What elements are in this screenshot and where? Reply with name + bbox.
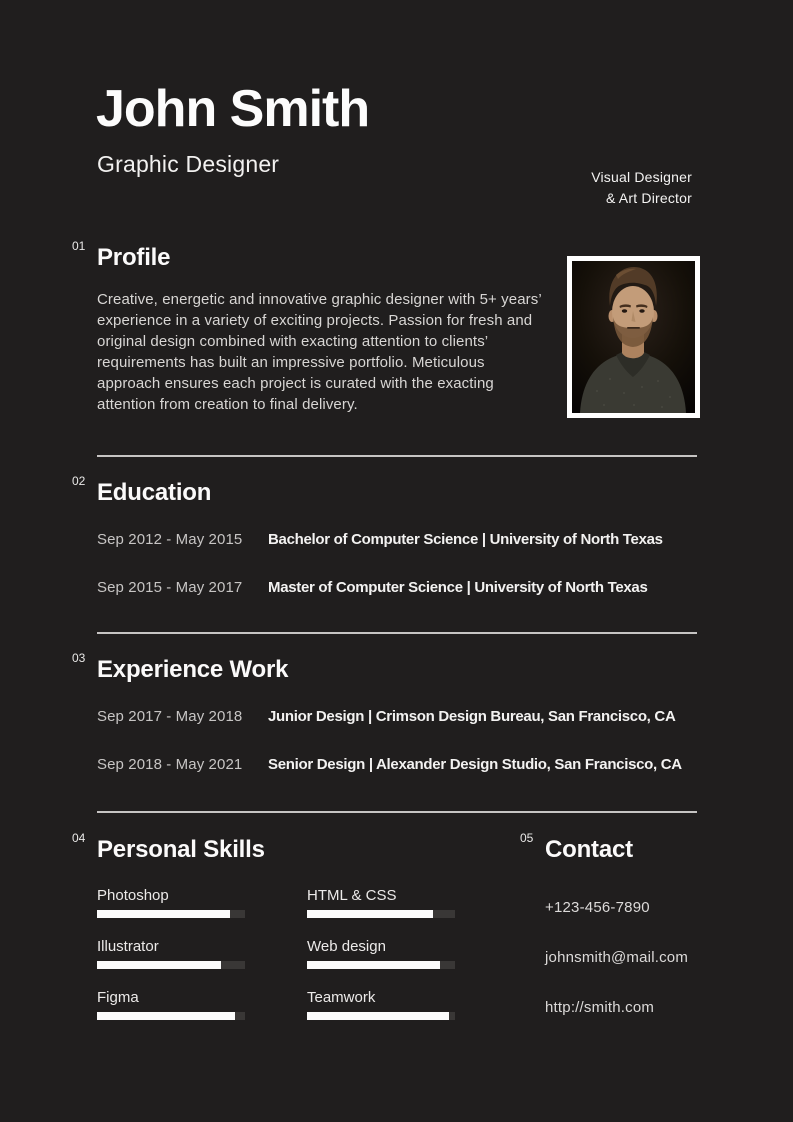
- bottom-section: [72, 831, 697, 1020]
- experience-heading-text: Experience Work: [97, 656, 289, 683]
- skill-label: Teamwork: [307, 989, 376, 1006]
- skill-item: [97, 988, 245, 1020]
- skill-bar-fill: [97, 1012, 235, 1020]
- skill-bar-fill: [307, 961, 440, 969]
- skill-item: [307, 937, 455, 969]
- portrait-illustration: [572, 261, 695, 413]
- tagline: [591, 167, 692, 209]
- tagline-line-1: Visual Designer: [591, 169, 692, 185]
- divider: [97, 455, 697, 457]
- experience-dates: Sep 2017 - May 2018: [97, 708, 243, 725]
- education-heading: [72, 474, 697, 507]
- education-description: Master of Computer Science | University of North Texas: [268, 579, 648, 596]
- experience-description: Senior Design | Alexander Design Studio, San Francisco, CA: [268, 756, 682, 773]
- skills-heading: [72, 831, 457, 864]
- skills-heading-text: Personal Skills: [97, 836, 265, 863]
- contact-website: http://smith.com: [545, 999, 655, 1016]
- skill-label: Photoshop: [97, 887, 169, 904]
- experience-row: [97, 756, 697, 774]
- education-dates: Sep 2015 - May 2017: [97, 579, 243, 596]
- skill-bar: [97, 961, 245, 969]
- contact-heading: [520, 831, 688, 864]
- section-number: 04: [72, 831, 86, 845]
- divider: [97, 632, 697, 634]
- section-contact: [520, 831, 689, 1017]
- section-number: 05: [520, 831, 534, 845]
- section-education: [72, 474, 697, 597]
- skill-bar-fill: [307, 1012, 449, 1020]
- education-heading-text: Education: [97, 479, 212, 506]
- education-row: [97, 531, 697, 549]
- contact-heading-text: Contact: [545, 836, 633, 863]
- skill-label: Web design: [307, 938, 386, 955]
- skill-bar: [97, 1012, 245, 1020]
- skills-grid: [97, 886, 457, 1020]
- skill-bar-fill: [97, 910, 230, 918]
- experience-heading: [72, 651, 697, 684]
- tagline-line-2: & Art Director: [605, 190, 692, 206]
- job-title: Graphic Designer: [97, 151, 280, 177]
- skill-item: [97, 886, 245, 918]
- skill-label: HTML & CSS: [307, 887, 397, 904]
- skill-label: Illustrator: [97, 938, 159, 955]
- skill-item: [97, 937, 245, 969]
- skill-bar: [307, 1012, 455, 1020]
- education-description: Bachelor of Computer Science | University of North Texas: [268, 531, 663, 548]
- experience-row: [97, 708, 697, 726]
- skill-bar-fill: [307, 910, 433, 918]
- education-row: [97, 579, 697, 597]
- contact-phone: +123-456-7890: [545, 899, 650, 916]
- skill-bar: [97, 910, 245, 918]
- person-name: John Smith: [96, 80, 370, 138]
- profile-heading: [72, 239, 547, 272]
- skill-label: Figma: [97, 989, 139, 1006]
- profile-photo: [567, 256, 700, 418]
- section-number: 02: [72, 474, 86, 488]
- skill-bar: [307, 910, 455, 918]
- education-dates: Sep 2012 - May 2015: [97, 531, 243, 548]
- profile-summary: Creative, energetic and innovative graphic designer with 5+ years’ experience in a variety of exciting projects. Passion for fresh and original design combined with exacting attention to clients’ requirements has built an impressive portfolio. Meticulous approach ensures each project is curated with the exacting attention from creation to final delivery.: [97, 291, 542, 413]
- contact-email: johnsmith@mail.com: [545, 949, 689, 966]
- section-skills: [72, 831, 457, 1020]
- experience-description: Junior Design | Crimson Design Bureau, San Francisco, CA: [268, 708, 676, 725]
- section-experience: [72, 651, 697, 774]
- divider: [97, 811, 697, 813]
- section-number: 01: [72, 239, 86, 253]
- skill-item: [307, 988, 455, 1020]
- skill-bar-fill: [97, 961, 221, 969]
- skill-bar: [307, 961, 455, 969]
- profile-heading-text: Profile: [97, 244, 171, 271]
- experience-dates: Sep 2018 - May 2021: [97, 756, 243, 773]
- skill-item: [307, 886, 455, 918]
- section-number: 03: [72, 651, 86, 665]
- section-profile: [72, 239, 547, 415]
